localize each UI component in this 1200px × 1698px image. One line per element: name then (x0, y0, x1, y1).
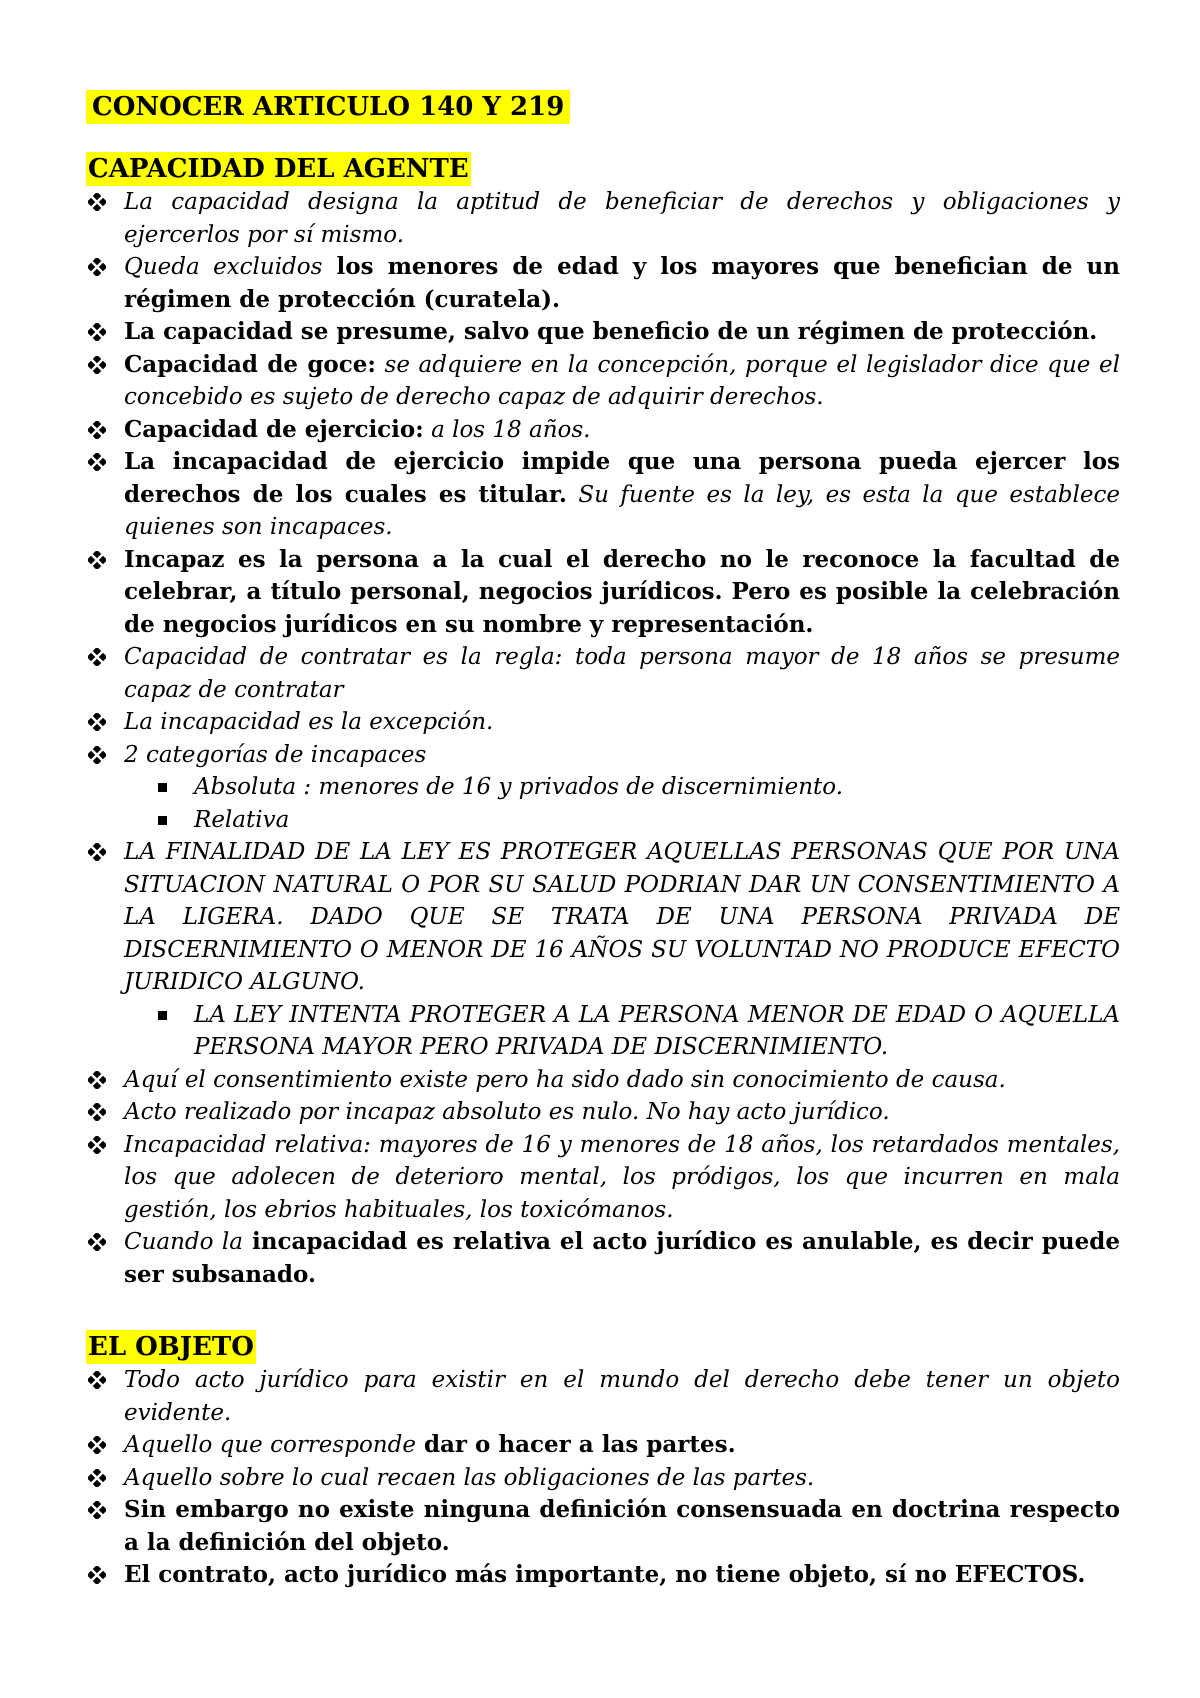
diamond-bullet-icon (88, 1103, 106, 1121)
list-item: LA FINALIDAD DE LA LEY ES PROTEGER AQUELLAS PERSONAS QUE POR UNA SITUACION NATURAL O POR SU SALUD PODRIAN DAR UN CONSENTIMIENTO A LA LIGERA. DADO QUE SE TRATA DE UNA PERSONA PRIVADA DE DISCERNIMIENTO O MENOR DE 16 AÑOS SU VOLUNTAD NO PRODUCE EFECTO JURIDICO ALGUNO. (86, 836, 1120, 999)
objeto-list (86, 1364, 1120, 1592)
list-item: Aquello sobre lo cual recaen las obligaciones de las partes. (86, 1462, 1120, 1495)
diamond-bullet-icon (88, 193, 106, 211)
sub-list-item: Relativa (86, 804, 1120, 837)
list-item: Capacidad de ejercicio: a los 18 años. (86, 414, 1120, 447)
square-bullet-icon (158, 783, 167, 792)
diamond-bullet-icon (88, 843, 106, 861)
diamond-bullet-icon (88, 1233, 106, 1251)
list-item: Todo acto jurídico para existir en el mundo del derecho debe tener un objeto evidente. (86, 1364, 1120, 1429)
list-item: La capacidad se presume, salvo que beneficio de un régimen de protección. (86, 316, 1120, 349)
diamond-bullet-icon (88, 1071, 106, 1089)
list-item: Capacidad de contratar es la regla: toda persona mayor de 18 años se presume capaz de contratar (86, 641, 1120, 706)
list-item: Acto realizado por incapaz absoluto es nulo. No hay acto jurídico. (86, 1096, 1120, 1129)
page-title: CONOCER ARTICULO 140 Y 219 (86, 90, 570, 124)
list-item: El contrato, acto jurídico más importante, no tiene objeto, sí no EFECTOS. (86, 1559, 1120, 1592)
list-item: Queda excluidos los menores de edad y los mayores que benefician de un régimen de protección (curatela). (86, 251, 1120, 316)
list-item: La incapacidad es la excepción. (86, 706, 1120, 739)
list-item: La capacidad designa la aptitud de beneficiar de derechos y obligaciones y ejercerlos por sí mismo. (86, 186, 1120, 251)
list-item: Incapaz es la persona a la cual el derecho no le reconoce la facultad de celebrar, a título personal, negocios jurídicos. Pero es posible la celebración de negocios jurídicos en su nombre y representación. (86, 544, 1120, 642)
diamond-bullet-icon (88, 323, 106, 341)
sub-list-item: LA LEY INTENTA PROTEGER A LA PERSONA MENOR DE EDAD O AQUELLA PERSONA MAYOR PERO PRIVADA DE DISCERNIMIENTO. (86, 999, 1120, 1064)
list-item: Capacidad de goce: se adquiere en la concepción, porque el legislador dice que el concebido es sujeto de derecho capaz de adquirir derechos. (86, 349, 1120, 414)
sub-list-item: Absoluta : menores de 16 y privados de discernimiento. (86, 771, 1120, 804)
diamond-bullet-icon (88, 1566, 106, 1584)
diamond-bullet-icon (88, 356, 106, 374)
list-item: 2 categorías de incapaces (86, 739, 1120, 772)
list-item: Cuando la incapacidad es relativa el acto jurídico es anulable, es decir puede ser subsanado. (86, 1226, 1120, 1291)
diamond-bullet-icon (88, 453, 106, 471)
diamond-bullet-icon (88, 746, 106, 764)
diamond-bullet-icon (88, 1436, 106, 1454)
list-item: Aquí el consentimiento existe pero ha sido dado sin conocimiento de causa. (86, 1064, 1120, 1097)
list-item: Sin embargo no existe ninguna definición consensuada en doctrina respecto a la definición del objeto. (86, 1494, 1120, 1559)
list-item: La incapacidad de ejercicio impide que una persona pueda ejercer los derechos de los cuales es titular. Su fuente es la ley, es esta la que establece quienes son incapaces. (86, 446, 1120, 544)
diamond-bullet-icon (88, 258, 106, 276)
diamond-bullet-icon (88, 648, 106, 666)
square-bullet-icon (158, 816, 167, 825)
diamond-bullet-icon (88, 713, 106, 731)
diamond-bullet-icon (88, 1469, 106, 1487)
diamond-bullet-icon (88, 1136, 106, 1154)
diamond-bullet-icon (88, 1371, 106, 1389)
section-heading-capacidad: CAPACIDAD DEL AGENTE (88, 154, 469, 184)
square-bullet-icon (158, 1011, 167, 1020)
list-item: Incapacidad relativa: mayores de 16 y menores de 18 años, los retardados mentales, los que adolecen de deterioro mental, los pródigos, los que incurren en mala gestión, los ebrios habituales, los toxicómanos. (86, 1129, 1120, 1227)
diamond-bullet-icon (88, 421, 106, 439)
list-item: Aquello que corresponde dar o hacer a las partes. (86, 1429, 1120, 1462)
diamond-bullet-icon (88, 551, 106, 569)
capacidad-list (86, 186, 1120, 1291)
section-heading-objeto: EL OBJETO (88, 1332, 254, 1362)
diamond-bullet-icon (88, 1501, 106, 1519)
